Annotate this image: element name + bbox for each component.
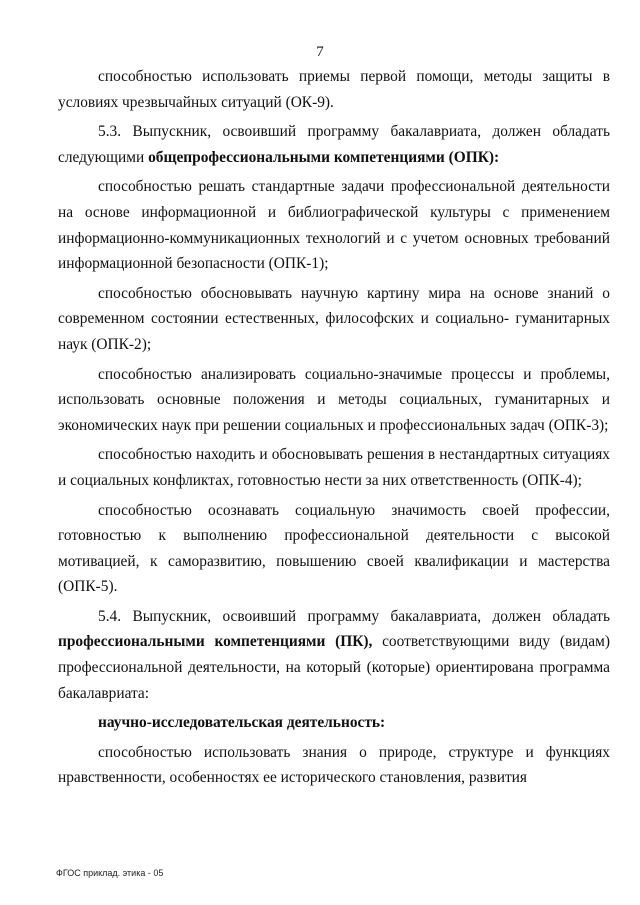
document-body	[58, 64, 610, 795]
paragraph-5-3	[58, 119, 610, 170]
paragraph-5-3-text: 5.3. Выпускник, освоивший программу бакалавриата, должен обладать следующими	[58, 123, 610, 166]
paragraph-opk4: способностью находить и обосновывать решения в нестандартных ситуациях и социальных конфликтах, готовностью нести за них ответственность (ОПК-4);	[58, 446, 610, 489]
paragraph-opk3: способностью анализировать социально-значимые процессы и проблемы, использовать основные положения и методы социальных, гуманитарных и экономических наук при решении социальных и профессиональных задач (ОПК-3);	[58, 365, 610, 434]
paragraph-opk2: способностью обосновывать научную картину мира на основе знаний о современном состоянии естественных, философских и социально- гуманитарных наук (ОПК-2);	[58, 284, 610, 353]
paragraph-ok9: способностью использовать приемы первой помощи, методы защиты в условиях чрезвычайных ситуаций (ОК-9).	[58, 68, 610, 111]
paragraph-opk5: способностью осознавать социальную значимость своей профессии, готовностью к выполнению профессиональной деятельности с высокой мотивацией, к саморазвитию, повышению своей квалификации и мастерства (ОПК-5).	[58, 501, 610, 596]
footer-note: ФГОС приклад. этика - 05	[56, 868, 164, 878]
paragraph-pk-research: способностью использовать знания о природе, структуре и функциях нравственности, особенностях ее исторического становления, развития	[58, 743, 610, 787]
pk-heading: профессиональными компетенциями (ПК),	[58, 633, 373, 651]
paragraph-5-4-text: 5.4. Выпускник, освоивший программу бакалавриата, должен обладать	[98, 607, 610, 625]
paragraph-5-4	[58, 604, 610, 706]
opk-heading: общепрофессиональными компетенциями (ОПК):	[148, 148, 500, 166]
paragraph-opk1: способностью решать стандартные задачи профессиональной деятельности на основе информационной и библиографической культуры с применением информационно-коммуникационных технологий и с учетом основных требований информационной безопасности (ОПК-1);	[58, 178, 610, 273]
paragraph-5-4-tail: соответствующими виду (видам) профессиональной деятельности, на который (которые) ориентирована программа бакалавриата:	[58, 633, 610, 702]
page-number: 7	[316, 44, 324, 60]
section-heading-research: научно-исследовательская деятельность:	[98, 714, 386, 732]
